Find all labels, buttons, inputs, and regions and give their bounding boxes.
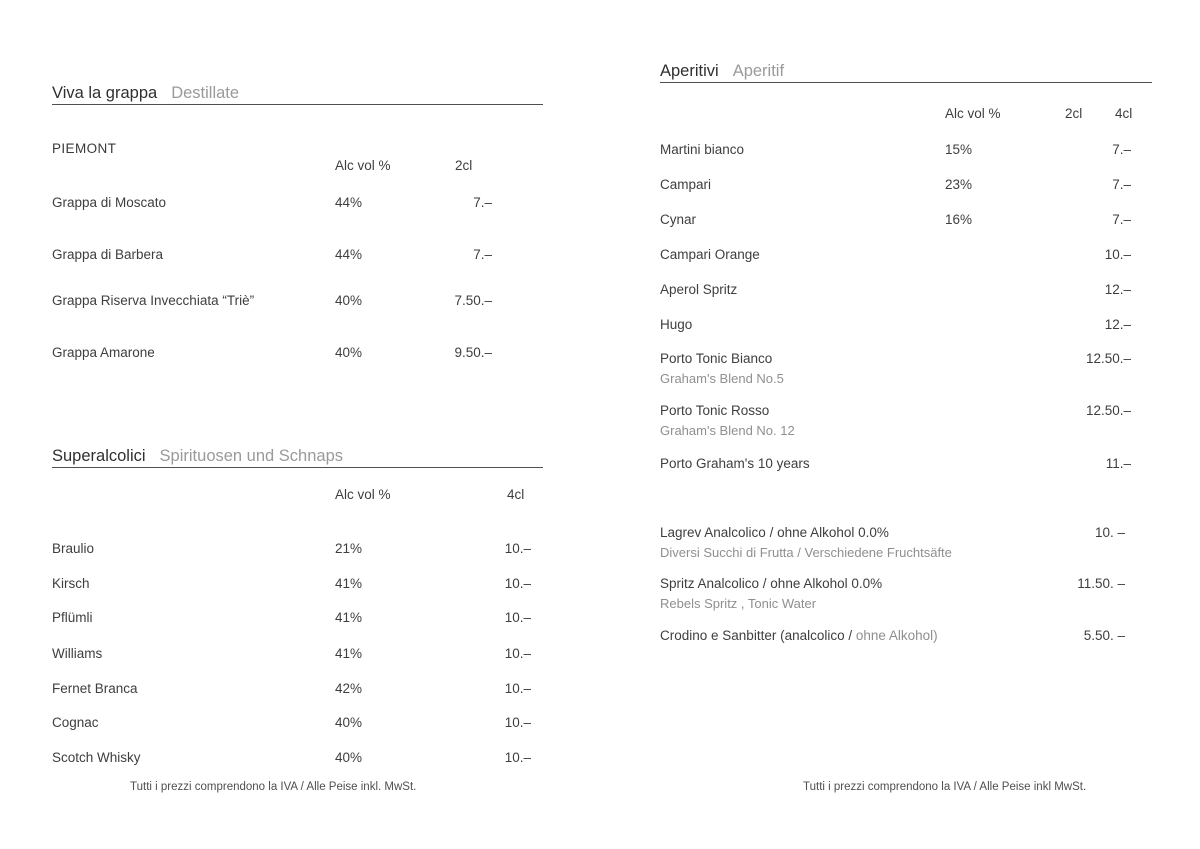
size-header-4cl: 4cl (1115, 106, 1133, 121)
menu-item-row (52, 714, 543, 732)
menu-item-row (52, 645, 543, 663)
menu-item-row (660, 211, 1152, 229)
alc-vol-header: Alc vol % (945, 106, 1001, 121)
item-name-main: Crodino e Sanbitter (analcolico / (660, 628, 856, 643)
item-name: Grappa di Moscato (52, 195, 167, 210)
menu-item-row (52, 575, 543, 593)
item-alc: 40% (335, 345, 363, 360)
item-price: 10.– (504, 610, 531, 625)
item-alc: 44% (335, 195, 363, 210)
item-price: 5.50. – (1083, 628, 1125, 643)
menu-item-row (660, 141, 1152, 159)
menu-item-row (52, 292, 543, 310)
item-subtitle: Graham's Blend No.5 (660, 371, 784, 386)
menu-item-row (660, 246, 1152, 264)
item-price: 12.50.– (1085, 351, 1131, 366)
item-price: 10.– (504, 681, 531, 696)
section-title-italian: Superalcolici (52, 447, 146, 465)
item-name: Grappa di Barbera (52, 247, 164, 262)
size-header-2cl: 2cl (1065, 106, 1083, 121)
item-price: 12.– (1104, 282, 1131, 297)
menu-item-row (660, 176, 1152, 194)
menu-item-row (660, 627, 1152, 645)
menu-item-row (52, 246, 543, 264)
item-price: 12.– (1104, 317, 1131, 332)
item-alc: 21% (335, 541, 363, 556)
item-name: Aperol Spritz (660, 282, 738, 297)
section-title-german: Destillate (171, 84, 240, 102)
item-subtitle: Diversi Succhi di Frutta / Verschiedene Fruchtsäfte (660, 545, 952, 560)
vat-notice-left: Tutti i prezzi comprendono la IVA / Alle Peise inkl. MwSt. (130, 781, 417, 793)
section-title-italian: Viva la grappa (52, 84, 158, 102)
item-alc: 40% (335, 715, 363, 730)
section-title-german: Aperitif (732, 62, 785, 80)
menu-item-row (660, 316, 1152, 334)
item-price: 7.– (473, 247, 492, 262)
item-price: 10.– (504, 646, 531, 661)
item-name: Cognac (52, 715, 99, 730)
menu-item-row (52, 194, 543, 212)
grappa-column-headers (52, 158, 543, 176)
superalcolici-column-headers (52, 487, 543, 505)
item-price: 7.– (1112, 177, 1131, 192)
item-alc: 23% (945, 177, 973, 192)
aperitivi-column-headers (660, 106, 1152, 124)
item-price: 9.50.– (454, 345, 492, 360)
item-name: Martini bianco (660, 142, 745, 157)
item-alc: 42% (335, 681, 363, 696)
item-name: Porto Tonic Rosso (660, 403, 770, 418)
item-price: 11.50. – (1077, 576, 1125, 591)
menu-item-row (52, 344, 543, 362)
item-alc: 41% (335, 646, 363, 661)
size-header-2cl: 2cl (455, 158, 473, 173)
menu-item-row (660, 455, 1152, 473)
item-price: 7.50.– (454, 293, 492, 308)
item-price: 7.– (1112, 212, 1131, 227)
menu-item-row (52, 609, 543, 627)
item-name: Kirsch (52, 576, 90, 591)
item-subtitle: Rebels Spritz , Tonic Water (660, 596, 817, 611)
item-name: Campari (660, 177, 712, 192)
menu-item-row (52, 749, 543, 767)
item-name: Lagrev Analcolico / ohne Alkohol 0.0% (660, 525, 889, 540)
alc-vol-header: Alc vol % (335, 487, 391, 502)
item-price: 12.50.– (1085, 403, 1131, 418)
item-name: Scotch Whisky (52, 750, 141, 765)
vat-notice-right: Tutti i prezzi comprendono la IVA / Alle Peise inkl MwSt. (803, 781, 1087, 793)
item-name: Campari Orange (660, 247, 760, 262)
item-price: 7.– (1112, 142, 1131, 157)
item-price: 10. – (1094, 525, 1125, 540)
item-price: 10.– (504, 576, 531, 591)
item-name (660, 627, 1152, 645)
item-name: Spritz Analcolico / ohne Alkohol 0.0% (660, 576, 883, 591)
item-name: Cynar (660, 212, 697, 227)
item-name: Porto Graham's 10 years (660, 456, 810, 471)
item-name: Braulio (52, 541, 95, 556)
item-name: Pflümli (52, 610, 93, 625)
menu-item-row (660, 402, 1152, 440)
size-header-4cl: 4cl (507, 487, 525, 502)
menu-item-row (660, 575, 1152, 613)
item-name: Grappa Riserva Invecchiata “Triè” (52, 293, 255, 308)
item-subtitle: Graham's Blend No. 12 (660, 423, 795, 438)
left-column (52, 0, 543, 849)
item-price: 10.– (504, 750, 531, 765)
item-price: 10.– (504, 541, 531, 556)
right-column (660, 0, 1152, 849)
item-alc: 40% (335, 750, 363, 765)
item-price: 7.– (473, 195, 492, 210)
item-alc: 15% (945, 142, 973, 157)
menu-item-row (52, 540, 543, 558)
menu-item-row (660, 281, 1152, 299)
item-alc: 41% (335, 576, 363, 591)
item-name: Fernet Branca (52, 681, 138, 696)
menu-item-row (660, 350, 1152, 388)
item-name: Hugo (660, 317, 693, 332)
item-alc: 40% (335, 293, 363, 308)
item-price: 11.– (1105, 456, 1131, 471)
alc-vol-header: Alc vol % (335, 158, 391, 173)
section-title-superalcolici (52, 446, 543, 468)
section-title-aperitivi (660, 61, 1152, 83)
item-name: Grappa Amarone (52, 345, 155, 360)
item-alc: 41% (335, 610, 363, 625)
section-title-grappa (52, 83, 543, 105)
item-name: Williams (52, 646, 103, 661)
item-name: Porto Tonic Bianco (660, 351, 773, 366)
item-alc: 16% (945, 212, 973, 227)
menu-item-row (52, 680, 543, 698)
section-title-german: Spirituosen und Schnaps (159, 447, 344, 465)
region-label: PIEMONT (52, 141, 117, 156)
item-price: 10.– (504, 715, 531, 730)
item-name-translation: ohne Alkohol) (855, 628, 938, 643)
section-title-italian: Aperitivi (660, 62, 719, 80)
item-price: 10.– (1104, 247, 1131, 262)
item-alc: 44% (335, 247, 363, 262)
menu-item-row (660, 524, 1152, 562)
